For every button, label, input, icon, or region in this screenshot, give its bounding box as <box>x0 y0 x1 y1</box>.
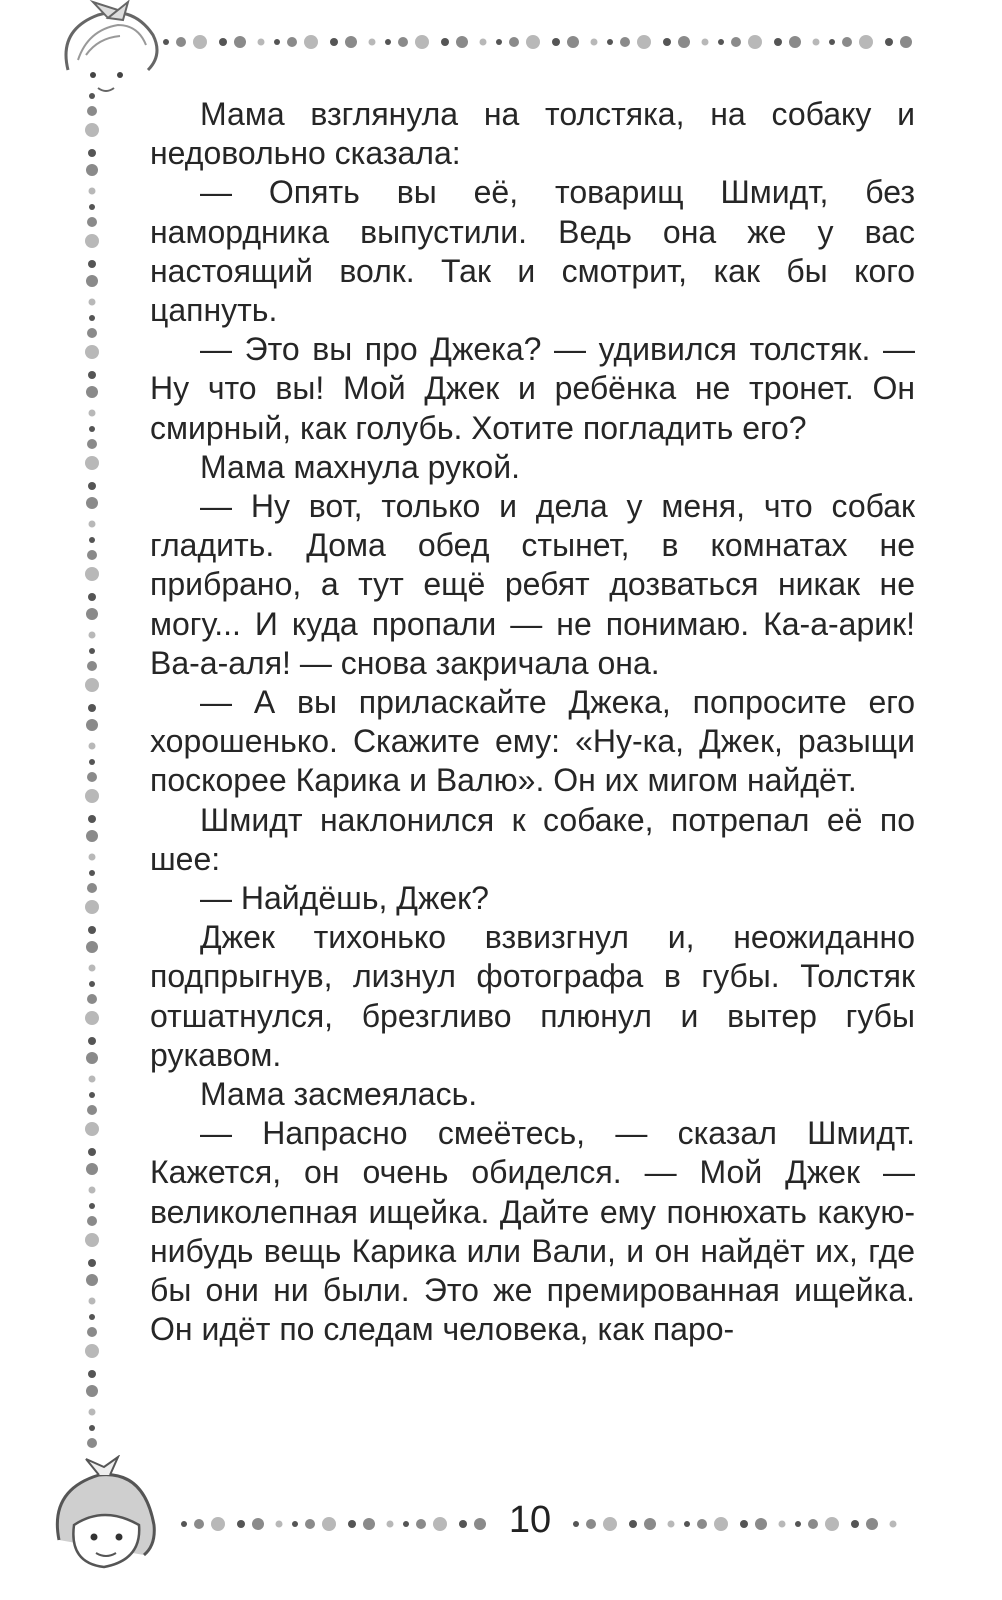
decor-dot <box>86 1274 98 1286</box>
decor-dot <box>825 1517 839 1531</box>
decor-dot <box>89 537 95 543</box>
paragraph: — Напрасно смеётесь, — сказал Шмидт. Кажется, он очень обиделся. — Мой Джек — великолепная ищейка. Дайте ему понюхать какую-нибудь вещь Карика или Вали, и он найдёт их, где бы они ни были. Это же премированная ищейка. Он идёт по следам человека, как паро- <box>150 1115 915 1348</box>
decor-dot <box>89 743 96 750</box>
decor-dot <box>211 1517 225 1531</box>
decor-dot <box>85 1122 99 1136</box>
decor-dot <box>348 1520 356 1528</box>
decor-dot <box>89 1298 96 1305</box>
decor-dot <box>87 1216 97 1226</box>
decor-dot <box>292 1521 298 1527</box>
decor-dot <box>89 426 95 432</box>
decor-dot <box>85 345 99 359</box>
decor-dot <box>89 188 96 195</box>
decor-dot <box>89 870 95 876</box>
decor-dot <box>89 1076 96 1083</box>
decor-dot <box>755 1518 767 1530</box>
decor-dot <box>813 39 820 46</box>
decor-dot <box>87 1438 97 1448</box>
decor-dot <box>480 39 487 46</box>
decor-dot <box>89 632 96 639</box>
decor-dot <box>387 1521 394 1528</box>
decor-dot <box>586 1519 596 1529</box>
decor-dot <box>385 39 391 45</box>
decor-dot <box>163 39 169 45</box>
decor-dot <box>859 35 873 49</box>
paragraph: Шмидт наклонился к собаке, потрепал её по шее: <box>150 801 915 877</box>
decor-dot <box>89 1092 95 1098</box>
decor-dot <box>237 1520 245 1528</box>
decor-dot <box>363 1518 375 1530</box>
decor-dot <box>88 1259 96 1267</box>
decor-dot <box>85 1344 99 1358</box>
decor-dot <box>193 35 207 49</box>
decor-dot <box>567 36 579 48</box>
decor-dot <box>86 830 98 842</box>
decor-dot <box>258 39 265 46</box>
decor-dot <box>87 550 97 560</box>
decor-dot <box>89 410 96 417</box>
decor-dot <box>678 36 690 48</box>
decor-dot <box>85 567 99 581</box>
decor-dot <box>866 1518 878 1530</box>
decor-dot <box>322 1517 336 1531</box>
decor-dot <box>274 39 280 45</box>
decor-dot <box>89 759 95 765</box>
decor-dot <box>219 38 227 46</box>
decor-dot <box>85 678 99 692</box>
decor-dot <box>552 38 560 46</box>
bottom-dot-border-right <box>570 1512 910 1536</box>
decor-dot <box>369 39 376 46</box>
top-dot-border <box>160 30 920 54</box>
decor-dot <box>89 1314 95 1320</box>
decor-dot <box>851 1520 859 1528</box>
decor-dot <box>456 36 468 48</box>
decor-dot <box>459 1520 467 1528</box>
decor-dot <box>85 900 99 914</box>
decor-dot <box>276 1521 283 1528</box>
decor-dot <box>748 35 762 49</box>
decor-dot <box>731 37 741 47</box>
decor-dot <box>89 315 95 321</box>
decor-dot <box>88 815 96 823</box>
decor-dot <box>89 1187 96 1194</box>
side-dot-border <box>80 90 104 1460</box>
decor-dot <box>87 994 97 1004</box>
decor-dot <box>573 1521 579 1527</box>
decor-dot <box>88 371 96 379</box>
decor-dot <box>885 38 893 46</box>
decor-dot <box>89 299 96 306</box>
decor-dot <box>87 106 97 116</box>
paragraph: — Найдёшь, Джек? <box>200 880 489 917</box>
decor-dot <box>87 772 97 782</box>
decor-dot <box>86 275 98 287</box>
decor-dot <box>398 37 408 47</box>
decor-dot <box>779 1521 786 1528</box>
paragraph: — Ну вот, только и дела у меня, что собак гладить. Дома обед стынет, в комнатах не прибрано, а тут ещё ребят дозваться никак не могу... И куда пропали — не понимаю. Ка-а-арик! Ва-а-аля! — снова закричала она. <box>150 488 915 681</box>
decor-dot <box>415 35 429 49</box>
decor-dot <box>808 1519 818 1529</box>
decor-dot <box>89 204 95 210</box>
decor-dot <box>496 39 502 45</box>
decor-dot <box>88 704 96 712</box>
decor-dot <box>795 1521 801 1527</box>
decor-dot <box>88 926 96 934</box>
decor-dot <box>86 1385 98 1397</box>
decor-dot <box>433 1517 447 1531</box>
decor-dot <box>86 1163 98 1175</box>
decor-dot <box>86 1052 98 1064</box>
decor-dot <box>702 39 709 46</box>
decor-dot <box>774 38 782 46</box>
decor-dot <box>88 149 96 157</box>
paragraph: Джек тихонько взвизгнул и, неожиданно подпрыгнув, лизнул фотографа в губы. Толстяк отшатнулся, брезгливо плюнул и вытер губы рукавом. <box>150 919 915 1073</box>
decor-dot <box>345 36 357 48</box>
decor-dot <box>88 593 96 601</box>
decor-dot <box>87 328 97 338</box>
paragraph: — Опять вы её, товарищ Шмидт, без намордника выпустили. Ведь она же у вас настоящий волк. Так и смотрит, как бы кого цапнуть. <box>150 174 915 329</box>
decor-dot <box>509 37 519 47</box>
paragraph: Мама махнула рукой. <box>200 448 520 485</box>
decor-dot <box>86 719 98 731</box>
decor-dot <box>663 38 671 46</box>
decor-dot <box>87 1105 97 1115</box>
decor-dot <box>526 35 540 49</box>
decor-dot <box>644 1518 656 1530</box>
decor-dot <box>89 981 95 987</box>
decor-dot <box>89 1409 96 1416</box>
decor-dot <box>416 1519 426 1529</box>
paragraph: — А вы приласкайте Джека, попросите его хорошенько. Скажите ему: «Ну-ка, Джек, разыщи поскорее Карика и Валю». Он их мигом найдёт. <box>150 684 915 799</box>
decor-dot <box>740 1520 748 1528</box>
decor-dot <box>829 39 835 45</box>
decor-dot <box>287 37 297 47</box>
decor-dot <box>603 1517 617 1531</box>
decor-dot <box>88 260 96 268</box>
decor-dot <box>87 661 97 671</box>
decor-dot <box>89 521 96 528</box>
decor-dot <box>89 1425 95 1431</box>
decor-dot <box>789 36 801 48</box>
decor-dot <box>86 941 98 953</box>
decor-dot <box>85 234 99 248</box>
decor-dot <box>88 482 96 490</box>
girl-face-icon <box>44 1455 164 1575</box>
paragraph: Мама взглянула на толстяка, на собаку и недовольно сказала: <box>150 96 915 172</box>
decor-dot <box>330 38 338 46</box>
decor-dot <box>87 217 97 227</box>
decor-dot <box>718 39 724 45</box>
decor-dot <box>403 1521 409 1527</box>
bottom-dot-border-left <box>178 1512 488 1536</box>
decor-dot <box>194 1519 204 1529</box>
decor-dot <box>441 38 449 46</box>
decor-dot <box>620 37 630 47</box>
decor-dot <box>629 1520 637 1528</box>
decor-dot <box>591 39 598 46</box>
paragraph: Мама засмеялась. <box>200 1076 478 1113</box>
decor-dot <box>89 965 96 972</box>
decor-dot <box>86 608 98 620</box>
decor-dot <box>89 1203 95 1209</box>
decor-dot <box>305 1519 315 1529</box>
decor-dot <box>89 854 96 861</box>
decor-dot <box>668 1521 675 1528</box>
decor-dot <box>88 1037 96 1045</box>
decor-dot <box>88 1370 96 1378</box>
decor-dot <box>304 35 318 49</box>
decor-dot <box>607 39 613 45</box>
body-text <box>150 95 915 1350</box>
decor-dot <box>900 36 912 48</box>
decor-dot <box>637 35 651 49</box>
decor-dot <box>85 1011 99 1025</box>
decor-dot <box>474 1518 486 1530</box>
decor-dot <box>89 648 95 654</box>
decor-dot <box>86 164 98 176</box>
decor-dot <box>89 93 95 99</box>
decor-dot <box>85 123 99 137</box>
decor-dot <box>87 1327 97 1337</box>
decor-dot <box>234 36 246 48</box>
decor-dot <box>85 789 99 803</box>
decor-dot <box>87 883 97 893</box>
decor-dot <box>85 1233 99 1247</box>
decor-dot <box>252 1518 264 1530</box>
decor-dot <box>87 439 97 449</box>
decor-dot <box>176 37 186 47</box>
page-number: 10 <box>508 1499 552 1541</box>
decor-dot <box>842 37 852 47</box>
decor-dot <box>181 1521 187 1527</box>
decor-dot <box>890 1521 897 1528</box>
decor-dot <box>85 456 99 470</box>
decor-dot <box>714 1517 728 1531</box>
decor-dot <box>684 1521 690 1527</box>
decor-dot <box>88 1148 96 1156</box>
decor-dot <box>697 1519 707 1529</box>
decor-dot <box>86 386 98 398</box>
paragraph: — Это вы про Джека? — удивился толстяк. — Ну что вы! Мой Джек и ребёнка не тронет. Он смирный, как голубь. Хотите погладить его? <box>150 331 915 446</box>
decor-dot <box>86 497 98 509</box>
